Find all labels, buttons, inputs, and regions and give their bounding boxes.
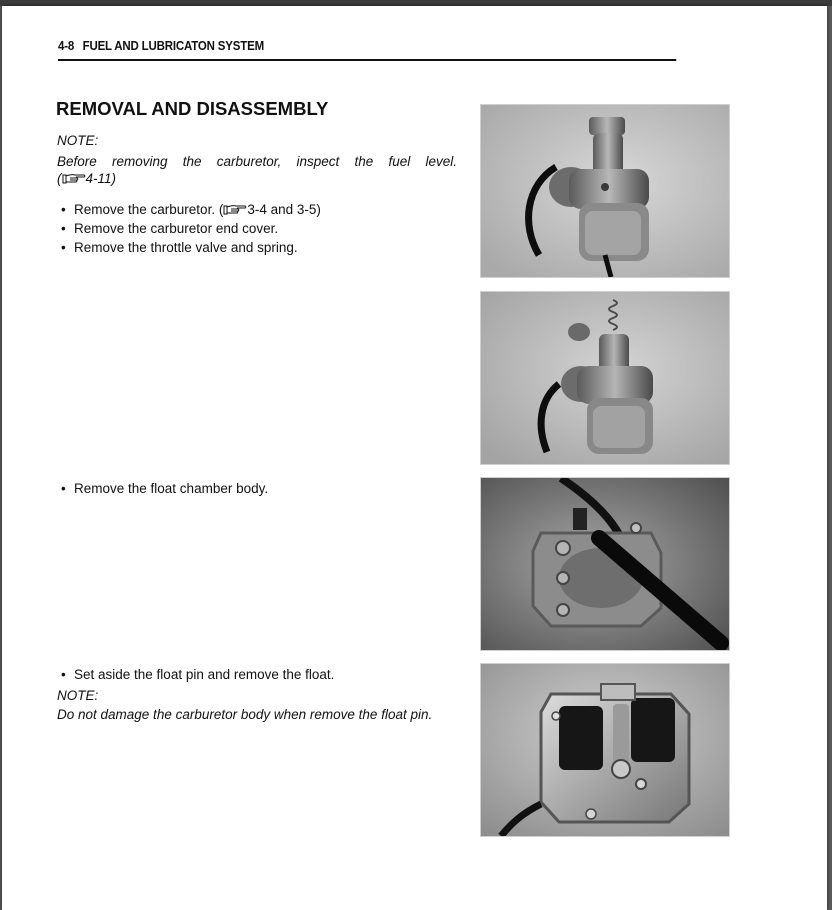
step-text: Remove the carburetor. (: [74, 202, 224, 217]
steps-list-2: [59, 479, 268, 498]
page-header: [58, 39, 676, 61]
step-item: [59, 219, 321, 238]
note-label: NOTE:: [57, 133, 99, 148]
page-number: 4-8: [58, 39, 75, 53]
note-reference-page: 4-11): [85, 171, 117, 186]
step-text: Set aside the float pin and remove the float.: [74, 667, 335, 682]
step-text: Remove the carburetor end cover.: [74, 221, 279, 236]
section-title: FUEL AND LUBRICATON SYSTEM: [82, 39, 264, 53]
carburetor-photo-assembled: [480, 104, 730, 278]
carburetor-photo-float-removed: [480, 663, 730, 837]
page-title: REMOVAL AND DISASSEMBLY: [56, 98, 329, 119]
step-item: [59, 665, 334, 684]
step-text: Remove the float chamber body.: [74, 481, 269, 496]
pointing-hand-icon: [62, 172, 86, 185]
note-text: Before removing the carburetor, inspect the fuel level.: [57, 154, 457, 169]
step-item: [59, 200, 321, 219]
step-item: [59, 479, 268, 498]
note-label: NOTE:: [57, 688, 99, 703]
step-text: Remove the throttle valve and spring.: [74, 240, 298, 255]
note-text: Do not damage the carburetor body when remove the float pin.: [57, 707, 433, 722]
carburetor-photo-throttle-valve-removed: [480, 291, 730, 465]
pointing-hand-icon: [223, 203, 247, 216]
step-item: [59, 238, 321, 257]
steps-list-1: [59, 200, 321, 257]
steps-list-3: [59, 665, 334, 684]
note-reference: ( 4-11): [57, 171, 117, 186]
step-reference: 3-4 and 3-5): [247, 202, 321, 217]
carburetor-photo-float-chamber: [480, 477, 730, 651]
